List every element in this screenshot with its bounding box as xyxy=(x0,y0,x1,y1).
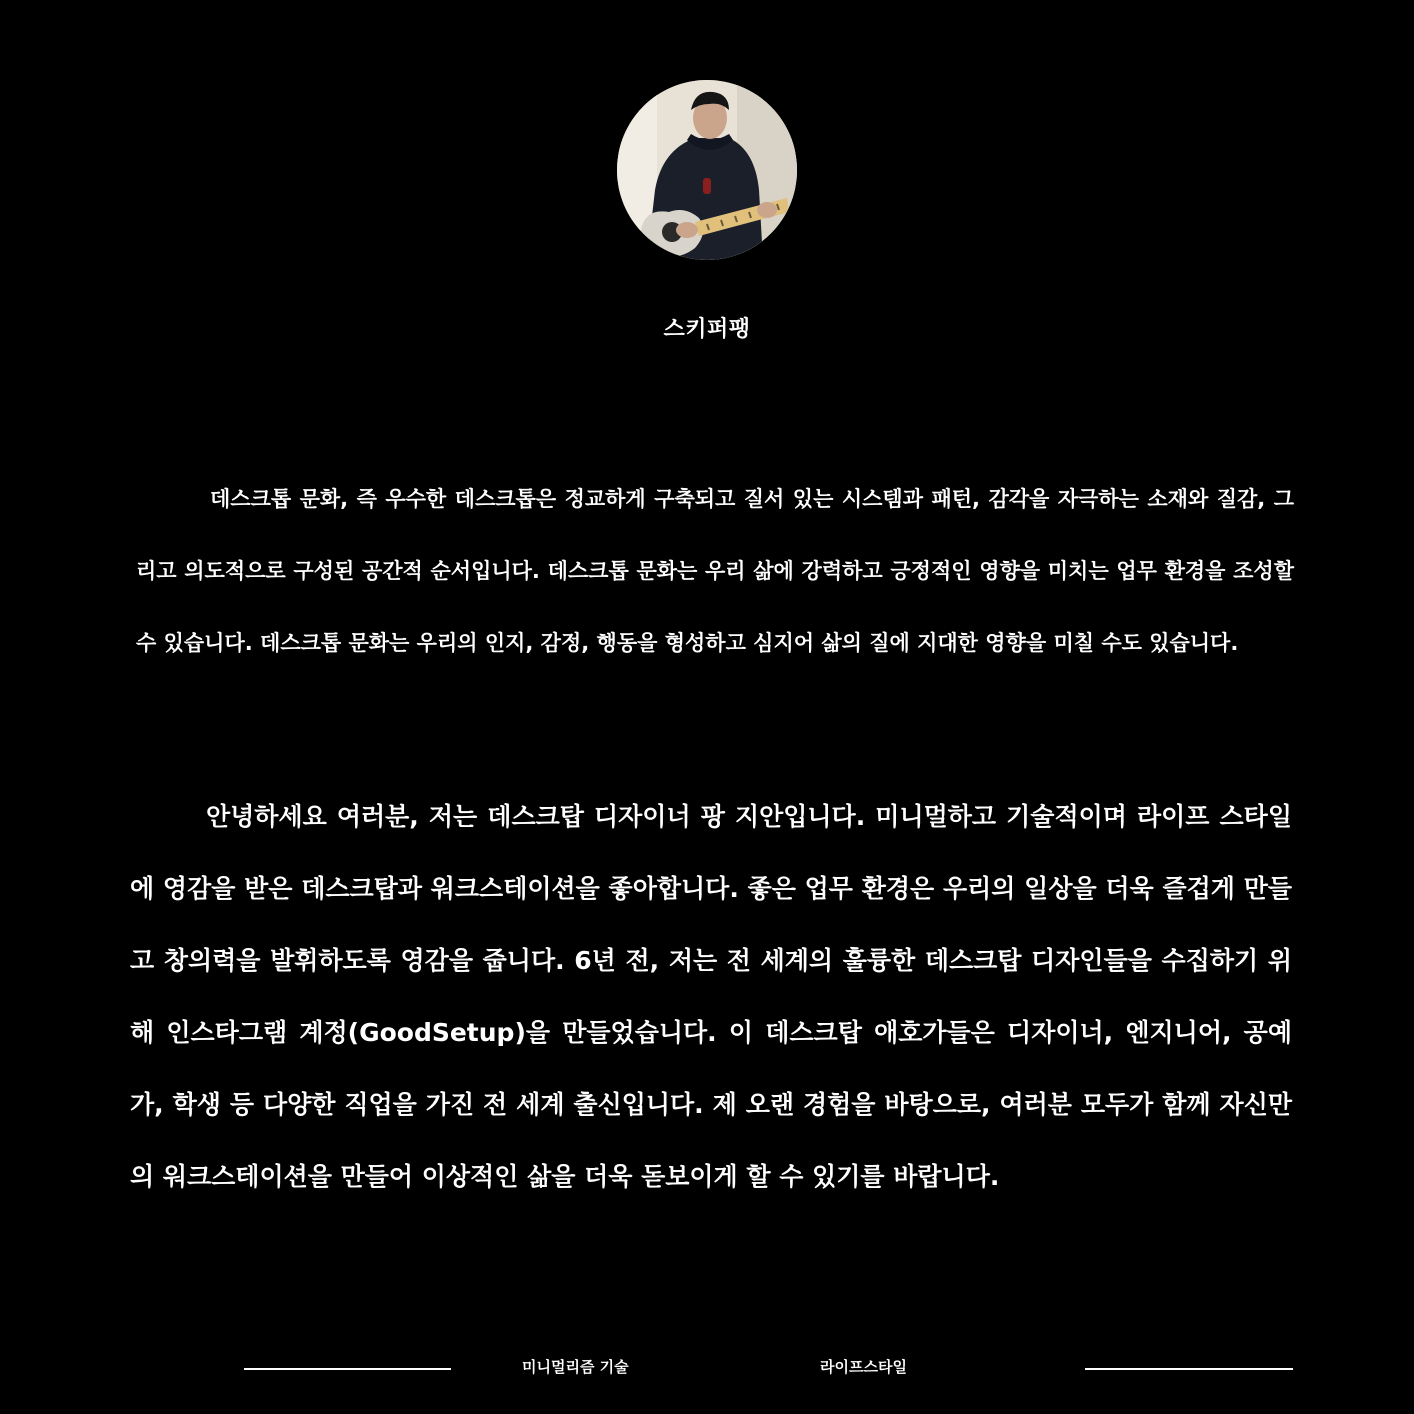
intro-paragraph-designer: 안녕하세요 여러분, 저는 데스크탑 디자이너 팡 지안입니다. 미니멀하고 기술적이며 라이프 스타일에 영감을 받은 데스크탑과 워크스테이션을 좋아합니다. 좋은 업무 환경은 우리의 일상을 더욱 즐겁게 만들고 창의력을 발휘하도록 영감을 줍니다. 6년 전, 저는 전 세계의 훌륭한 데스크탑 디자인들을 수집하기 위해 인스타그램 계정(GoodSetup)을 만들었습니다. 이 데스크탑 애호가들은 디자이너, 엔지니어, 공예가, 학생 등 다양한 직업을 가진 전 세계 출신입니다. 제 오랜 경험을 바탕으로, 여러분 모두가 함께 자신만의 워크스테이션을 만들어 이상적인 삶을 더욱 돋보이게 할 수 있기를 바랍니다. xyxy=(130,802,1292,1191)
footer-divider-right xyxy=(1085,1368,1293,1370)
footer-divider-left xyxy=(244,1368,451,1370)
footer-tag-lifestyle: 라이프스타일 xyxy=(820,1358,907,1376)
person-with-guitar-photo-icon xyxy=(617,80,797,260)
author-name: 스키퍼팽 xyxy=(663,317,751,342)
avatar xyxy=(617,80,797,260)
footer-tag-minimalism-tech: 미니멀리즘 기술 xyxy=(522,1358,629,1376)
intro-paragraph-desktop-culture: 데스크톱 문화, 즉 우수한 데스크톱은 정교하게 구축되고 질서 있는 시스템과 패턴, 감각을 자극하는 소재와 질감, 그리고 의도적으로 구성된 공간적 순서입니다. 데스크톱 문화는 우리 삶에 강력하고 긍정적인 영향을 미치는 업무 환경을 조성할 수 있습니다. 데스크톱 문화는 우리의 인지, 감정, 행동을 형성하고 심지어 삶의 질에 지대한 영향을 미칠 수도 있습니다. xyxy=(136,487,1294,655)
